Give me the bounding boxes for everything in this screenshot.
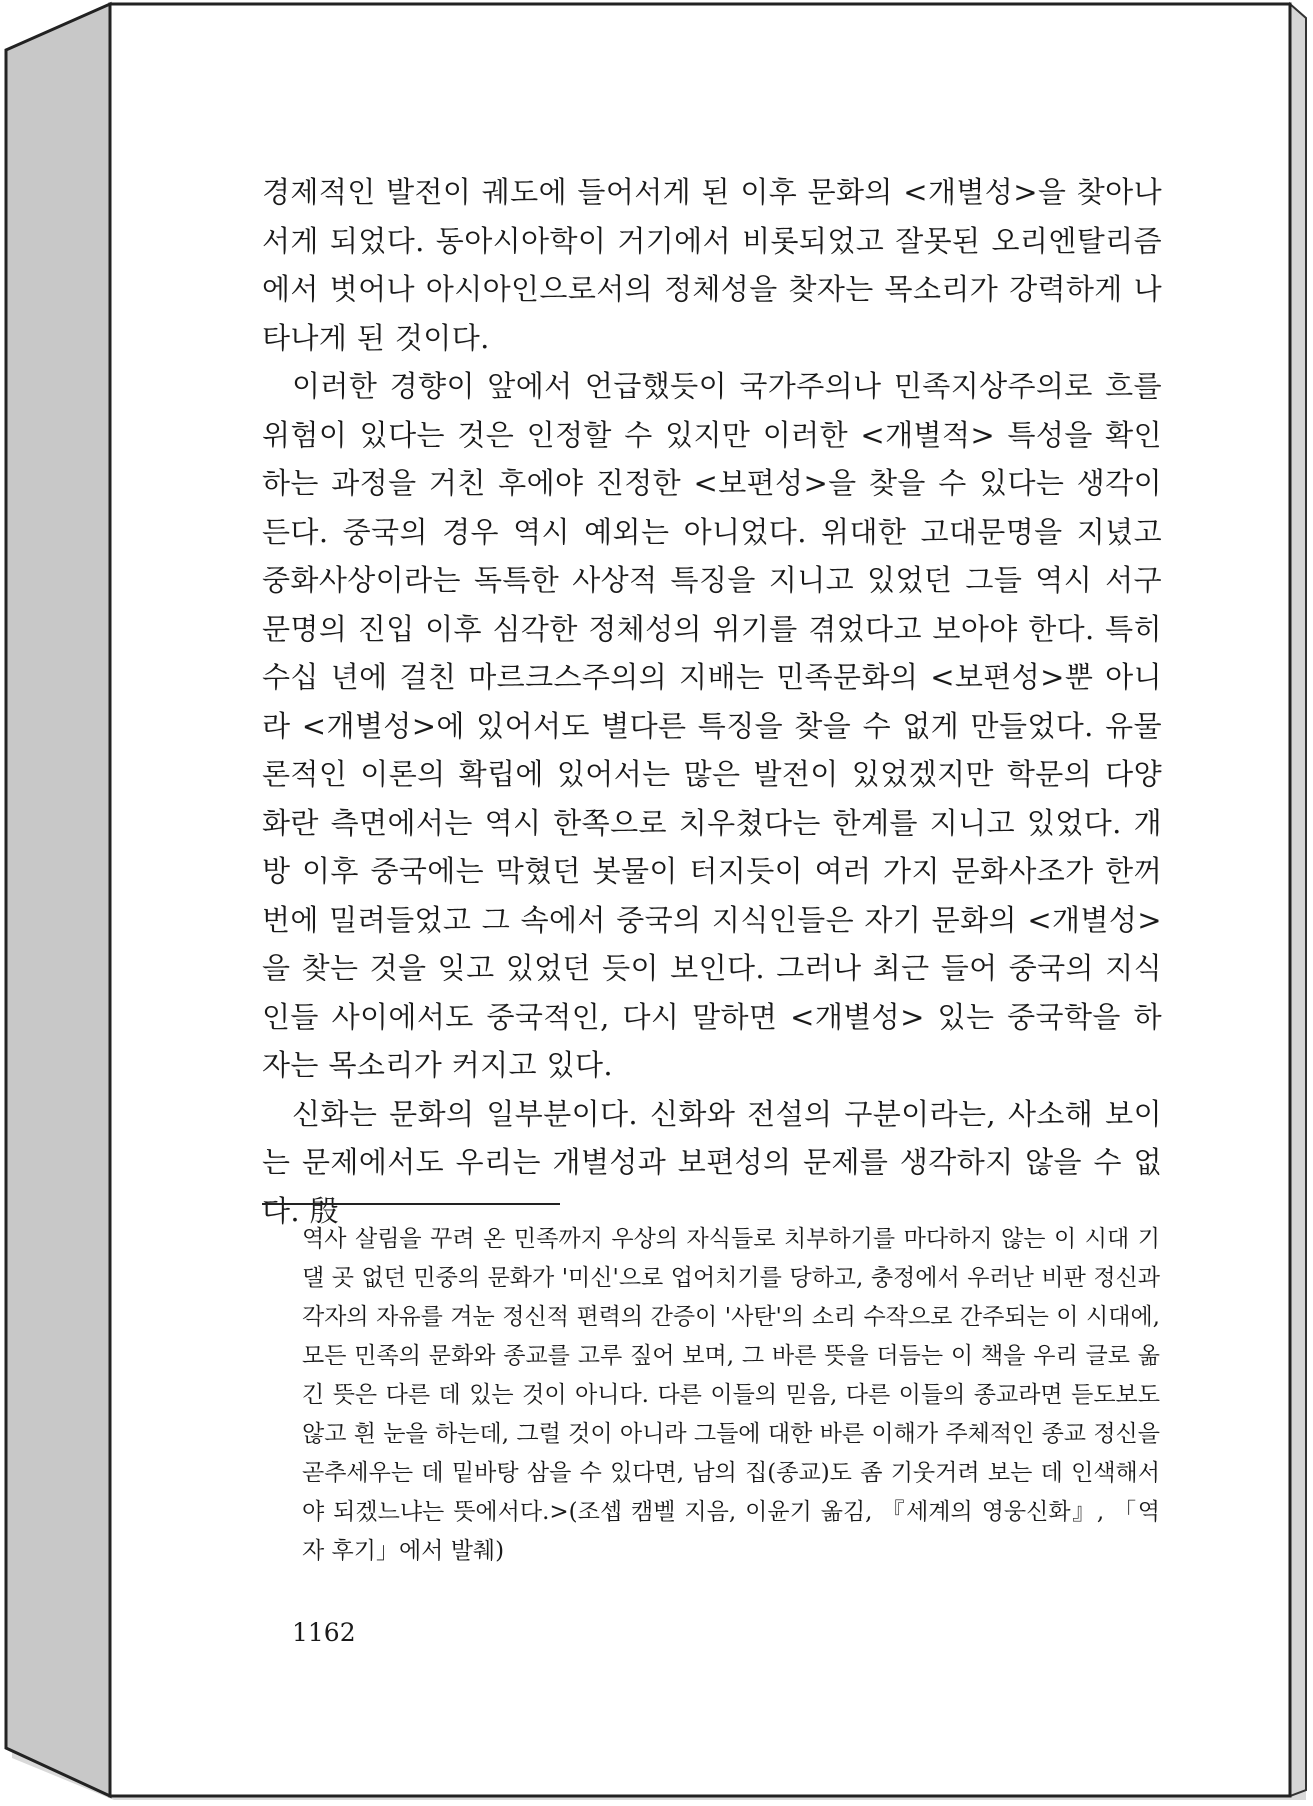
page-number: 1162 (292, 1618, 356, 1647)
footnote-divider (262, 1203, 560, 1205)
page-edges (1290, 4, 1306, 1796)
paragraph: 신화는 문화의 일부분이다. 신화와 전설의 구분이라는, 사소해 보이는 문제에서도 우리는 개별성과 보편성의 문제를 생각하지 않을 수 없다. 殷 (262, 1096, 1162, 1228)
body-text (262, 168, 1162, 1235)
book-spine (6, 4, 110, 1796)
paragraph: 이러한 경향이 앞에서 언급했듯이 국가주의나 민족지상주의로 흐를 위험이 있다는 것은 인정할 수 있지만 이러한 <개별적> 특성을 확인하는 과정을 거친 후에야 진정한 <보편성>을 찾을 수 있다는 생각이 든다. 중국의 경우 역시 예외는 아니었다. 위대한 고대문명을 지녔고 중화사상이라는 독특한 사상적 특징을 지니고 있었던 그들 역시 서구문명의 진입 이후 심각한 정체성의 위기를 겪었다고 보아야 한다. 특히 수십 년에 걸친 마르크스주의의 지배는 민족문화의 <보편성>뿐 아니라 <개별성>에 있어서도 별다른 특징을 찾을 수 없게 만들었다. 유물론적인 이론의 확립에 있어서는 많은 발전이 있었겠지만 학문의 다양화란 측면에서는 역시 한쪽으로 치우쳤다는 한계를 지니고 있었다. 개방 이후 중국에는 막혔던 봇물이 터지듯이 여러 가지 문화사조가 한꺼번에 밀려들었고 그 속에서 중국의 지식인들은 자기 문화의 <개별성>을 찾는 것을 잊고 있었던 듯이 보인다. 그러나 최근 들어 중국의 지식인들 사이에서도 중국적인, 다시 말하면 <개별성> 있는 중국학을 하자는 목소리가 커지고 있다. (262, 369, 1162, 1082)
footnote-text: 역사 살림을 꾸려 온 민족까지 우상의 자식들로 치부하기를 마다하지 않는 이 시대 기댈 곳 없던 민중의 문화가 '미신'으로 업어치기를 당하고, 충정에서 우러난 비판 정신과 각자의 자유를 겨눈 정신적 편력의 간증이 '사탄'의 소리 수작으로 간주되는 이 시대에, 모든 민족의 문화와 종교를 고루 짚어 보며, 그 바른 뜻을 더듬는 이 책을 우리 글로 옮긴 뜻은 다른 데 있는 것이 아니다. 다른 이들의 믿음, 다른 이들의 종교라면 듣도보도 않고 흰 눈을 하는데, 그럴 것이 아니라 그들에 대한 바른 이해가 주체적인 종교 정신을 곧추세우는 데 밑바탕 삼을 수 있다면, 남의 집(종교)도 좀 기웃거려 보는 데 인색해서야 되겠느냐는 뜻에서다.>(조셉 캠벨 지음, 이윤기 옮김, 『세계의 영웅신화』, 「역자 후기」에서 발췌) (302, 1226, 1160, 1564)
paragraph: 경제적인 발전이 궤도에 들어서게 된 이후 문화의 <개별성>을 찾아나서게 되었다. 동아시아학이 거기에서 비롯되었고 잘못된 오리엔탈리즘에서 벗어나 아시아인으로서의 정체성을 찾자는 목소리가 강력하게 나타나게 된 것이다. (262, 175, 1162, 355)
